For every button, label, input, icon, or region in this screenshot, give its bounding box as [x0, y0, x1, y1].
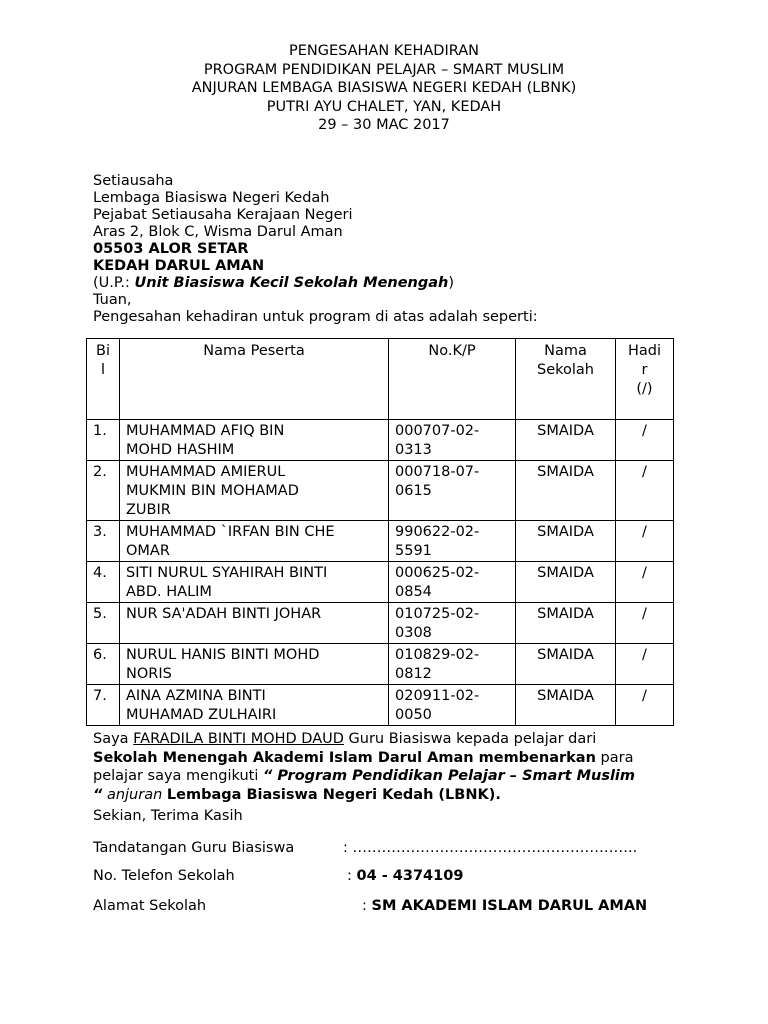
cell-bil: 5. [87, 603, 120, 644]
intro-text: Pengesahan kehadiran untuk program di atas adalah seperti: [93, 309, 538, 325]
address-line: Lembaga Biasiswa Negeri Kedah [93, 190, 330, 206]
cell-nama: NURUL HANIS BINTI MOHD NORIS [120, 644, 389, 685]
statement-line: “ anjuran Lembaga Biasiswa Negeri Kedah (LBNK). [93, 786, 501, 803]
recipient-address [93, 173, 733, 326]
attention-line [93, 275, 733, 292]
cell-bil: 3. [87, 521, 120, 562]
signature-label: Tandatangan Guru Biasiswa [93, 840, 295, 856]
cell-bil: 7. [87, 685, 120, 726]
school-address-label: Alamat Sekolah [93, 898, 207, 914]
cell-bil: 2. [87, 461, 120, 521]
cell-hadir: / [616, 420, 674, 461]
program-name: “ Program Pendidikan Pelajar – Smart Muslim [262, 768, 636, 784]
table-row [87, 420, 674, 461]
table-row [87, 521, 674, 562]
school-name: Sekolah Menengah Akademi Islam Darul Aman membenarkan [93, 749, 596, 766]
document-header [0, 42, 768, 135]
cell-nama: MUHAMMAD `IRFAN BIN CHE OMAR [120, 521, 389, 562]
cell-nama: SITI NURUL SYAHIRAH BINTI ABD. HALIM [120, 562, 389, 603]
cell-nama: NUR SA'ADAH BINTI JOHAR [120, 603, 389, 644]
cell-kp: 000707-02- 0313 [389, 420, 516, 461]
cell-sekolah: SMAIDA [516, 521, 616, 562]
organizer-name: Lembaga Biasiswa Negeri Kedah (LBNK). [166, 786, 501, 803]
cell-sekolah: SMAIDA [516, 420, 616, 461]
cell-nama: MUHAMMAD AMIERUL MUKMIN BIN MOHAMAD ZUBIR [120, 461, 389, 521]
cell-hadir: / [616, 521, 674, 562]
attention-prefix: (U.P.: [93, 275, 135, 291]
attendance-table [86, 338, 674, 726]
header-program: PROGRAM PENDIDIKAN PELAJAR – SMART MUSLIM [203, 61, 565, 78]
table-row [87, 603, 674, 644]
table-row [87, 644, 674, 685]
cell-nama: AINA AZMINA BINTI MUHAMAD ZULHAIRI [120, 685, 389, 726]
cell-kp: 010725-02- 0308 [389, 603, 516, 644]
address-postcode: 05503 ALOR SETAR [93, 241, 249, 257]
header-bil: Bi l [87, 339, 120, 420]
cell-hadir: / [616, 644, 674, 685]
address-line: Setiausaha [93, 173, 174, 189]
cell-sekolah: SMAIDA [516, 562, 616, 603]
consent-statement [93, 730, 693, 804]
table-row [87, 685, 674, 726]
cell-hadir: / [616, 562, 674, 603]
cell-kp: 990622-02- 5591 [389, 521, 516, 562]
cell-hadir: / [616, 461, 674, 521]
statement-line: Sekolah Menengah Akademi Islam Darul Aman membenarkan para [93, 749, 634, 766]
cell-bil: 4. [87, 562, 120, 603]
cell-kp: 000718-07- 0615 [389, 461, 516, 521]
cell-hadir: / [616, 603, 674, 644]
statement-line: pelajar saya mengikuti “ Program Pendidikan Pelajar – Smart Muslim [93, 768, 636, 784]
cell-sekolah: SMAIDA [516, 603, 616, 644]
header-venue: PUTRI AYU CHALET, YAN, KEDAH [266, 98, 502, 115]
cell-sekolah: SMAIDA [516, 644, 616, 685]
table-row [87, 562, 674, 603]
header-date: 29 – 30 MAC 2017 [318, 117, 450, 133]
cell-nama: MUHAMMAD AFIQ BIN MOHD HASHIM [120, 420, 389, 461]
cell-sekolah: SMAIDA [516, 461, 616, 521]
cell-kp: 020911-02- 0050 [389, 685, 516, 726]
cell-sekolah: SMAIDA [516, 685, 616, 726]
salutation: Tuan, [93, 292, 132, 308]
statement-line: Saya FARADILA BINTI MOHD DAUD Guru Biasiswa kepada pelajar dari [93, 731, 597, 747]
header-hadir: Hadi r (/) [616, 339, 674, 420]
school-address-value: : SM AKADEMI ISLAM DARUL AMAN [362, 898, 648, 914]
phone-label: No. Telefon Sekolah [93, 868, 235, 884]
closing-text: Sekian, Terima Kasih [93, 808, 243, 824]
cell-bil: 6. [87, 644, 120, 685]
attention-unit: Unit Biasiswa Kecil Sekolah Menengah [134, 275, 449, 291]
header-title: PENGESAHAN KEHADIRAN [288, 43, 479, 59]
teacher-name: FARADILA BINTI MOHD DAUD [133, 731, 344, 747]
cell-kp: 000625-02- 0854 [389, 562, 516, 603]
signature-field: : ………………………………………………….. [343, 840, 638, 856]
header-sekolah: Nama Sekolah [516, 339, 616, 420]
header-nama: Nama Peserta [120, 339, 389, 420]
header-kp: No.K/P [389, 339, 516, 420]
address-line: Aras 2, Blok C, Wisma Darul Aman [93, 224, 343, 240]
cell-bil: 1. [87, 420, 120, 461]
address-line: Pejabat Setiausaha Kerajaan Negeri [93, 207, 353, 223]
header-organizer: ANJURAN LEMBAGA BIASISWA NEGERI KEDAH (LBNK) [191, 80, 577, 96]
table-row [87, 461, 674, 521]
cell-kp: 010829-02- 0812 [389, 644, 516, 685]
address-state: KEDAH DARUL AMAN [93, 258, 265, 274]
phone-value: : 04 - 4374109 [347, 868, 464, 884]
table-header-row [87, 339, 674, 420]
cell-hadir: / [616, 685, 674, 726]
attention-suffix: ) [448, 275, 455, 291]
